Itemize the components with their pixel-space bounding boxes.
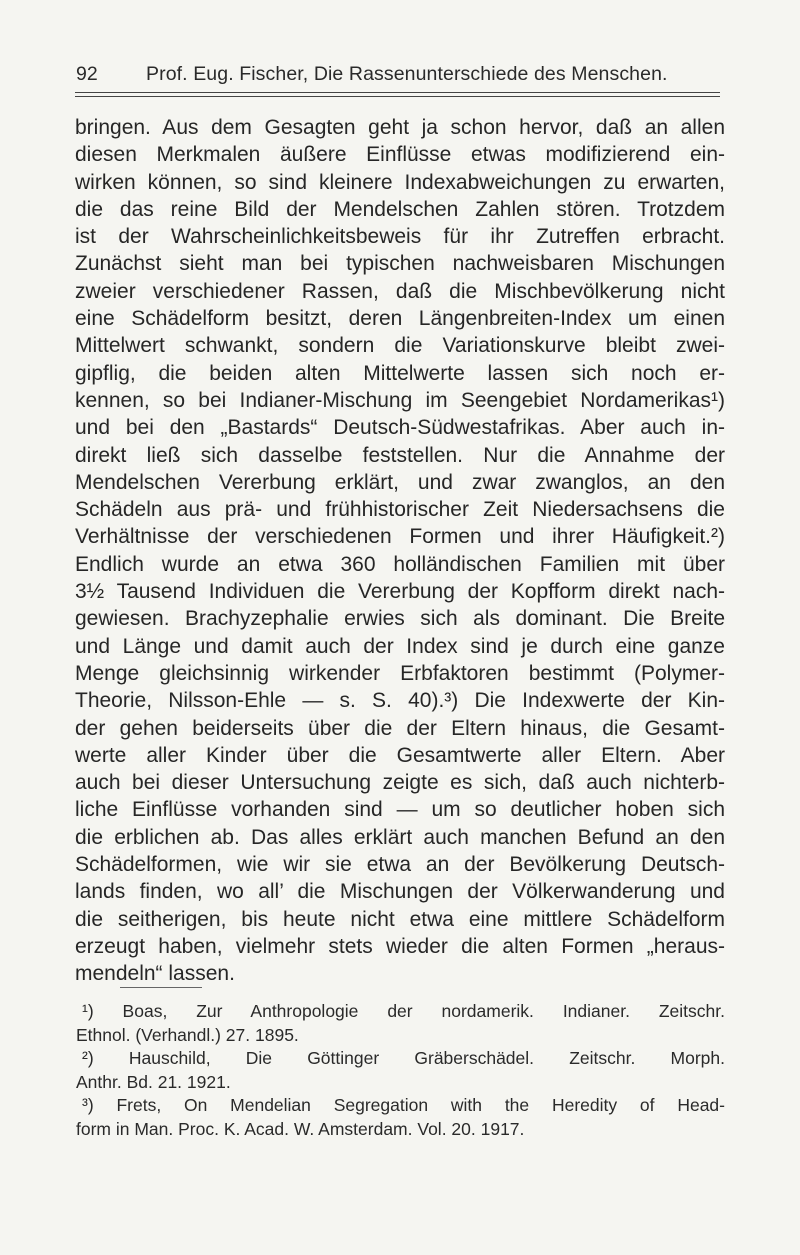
text-line: Zunächst sieht man bei typischen nachweisbaren Mischungen [75,252,725,276]
text-line: die das reine Bild der Mendelschen Zahlen stören. Trotzdem [75,197,725,221]
running-head-title: Prof. Eug. Fischer, Die Rassenunterschiede des Menschen. [146,63,668,85]
text-line: kennen, so bei Indianer-Mischung im Seengebiet Nordamerikas¹) [75,388,725,412]
text-line: Endlich wurde an etwa 360 holländischen Familien mit über [75,552,725,576]
text-line: wirken können, so sind kleinere Indexabweichungen zu erwarten, [75,170,725,194]
footnote-line: ²) Hauschild, Die Göttinger Gräberschädel. Zeitschr. Morph. [82,1048,725,1068]
text-line: bringen. Aus dem Gesagten geht ja schon hervor, daß an allen [75,116,725,139]
text-line: diesen Merkmalen äußere Einflüsse etwas modifizierend ein- [75,143,725,167]
text-line: die erblichen ab. Das alles erklärt auch manchen Befund an den [75,825,725,849]
text-line: erzeugt haben, vielmehr stets wieder die alten Formen „heraus- [75,934,725,958]
footnote-line: ³) Frets, On Mendelian Segregation with the Heredity of Head- [82,1095,725,1115]
text-line: lands finden, wo all’ die Mischungen der Völkerwanderung und [75,880,725,904]
body-text [75,114,725,988]
text-line: ist der Wahrscheinlichkeitsbeweis für ihr Zutreffen erbracht. [75,225,725,249]
text-line: und Länge und damit auch der Index sind je durch eine ganze [75,634,725,658]
text-line: Verhältnisse der verschiedenen Formen und ihrer Häufigkeit.²) [75,525,725,549]
text-line: zweier verschiedener Rassen, daß die Mischbevölkerung nicht [75,279,725,303]
footnotes [76,1000,725,1141]
text-line: Schädelformen, wie wir sie etwa an der Bevölkerung Deutsch- [75,853,725,877]
footnote-line: ¹) Boas, Zur Anthropologie der nordamerik. Indianer. Zeitschr. [82,1001,725,1021]
text-line: Theorie, Nilsson-Ehle — s. S. 40).³) Die Indexwerte der Kin- [75,689,725,713]
text-line: direkt ließ sich dasselbe feststellen. Nur die Annahme der [75,443,725,467]
text-line: und bei den „Bastards“ Deutsch-Südwestafrikas. Aber auch in- [75,416,725,440]
text-line: die seitherigen, bis heute nicht etwa eine mittlere Schädelform [75,907,725,931]
page-number: 92 [76,63,98,85]
running-head [76,60,720,88]
text-line: Menge gleichsinnig wirkender Erbfaktoren bestimmt (Polymer- [75,661,725,685]
text-line: Schädeln aus prä- und frühhistorischer Zeit Niedersachsens die [75,498,725,522]
text-line: gewiesen. Brachyzephalie erwies sich als dominant. Die Breite [75,607,725,631]
text-line: mendeln“ lassen. [75,962,235,986]
footnote-separator [120,987,202,988]
text-line: auch bei dieser Untersuchung zeigte es sich, daß auch nichterb- [75,771,725,795]
footnote-line: Ethnol. (Verhandl.) 27. 1895. [76,1024,299,1045]
header-rule-top [75,92,720,93]
footnote-line: Anthr. Bd. 21. 1921. [76,1071,231,1092]
text-line: werte aller Kinder über die Gesamtwerte aller Eltern. Aber [75,743,725,767]
footnote-line: form in Man. Proc. K. Acad. W. Amsterdam. Vol. 20. 1917. [76,1118,525,1139]
header-rule-bottom [75,96,720,97]
text-line: 3½ Tausend Individuen die Vererbung der Kopfform direkt nach- [75,580,725,604]
text-line: liche Einflüsse vorhanden sind — um so deutlicher hoben sich [75,798,725,822]
text-line: gipflig, die beiden alten Mittelwerte lassen sich noch er- [75,361,725,385]
text-line: der gehen beiderseits über die der Eltern hinaus, die Gesamt- [75,716,725,740]
text-line: Mendelschen Vererbung erklärt, und zwar zwanglos, an den [75,470,725,494]
text-line: eine Schädelform besitzt, deren Längenbreiten-Index um einen [75,307,725,331]
text-line: Mittelwert schwankt, sondern die Variationskurve bleibt zwei- [75,334,725,358]
